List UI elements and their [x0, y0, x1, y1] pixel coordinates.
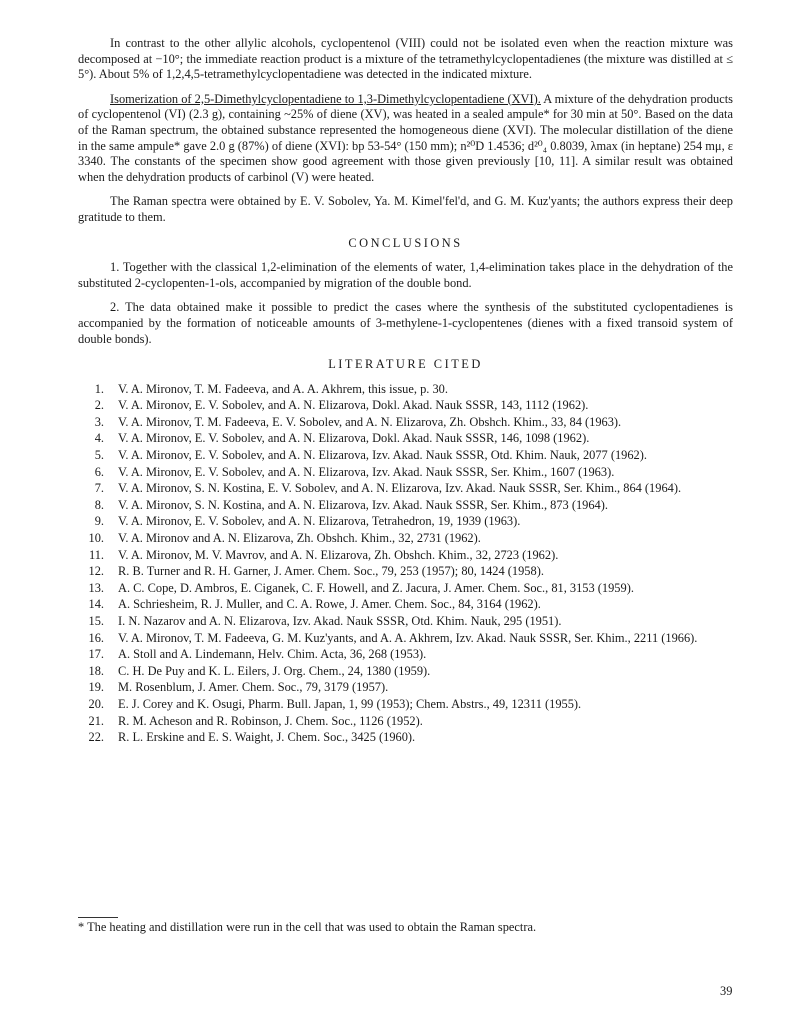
reference-text: A. Schriesheim, R. J. Muller, and C. A. Rowe, J. Amer. Chem. Soc., 84, 3164 (1962). [118, 597, 541, 612]
reference-number: 21. [88, 713, 104, 728]
reference-item [78, 647, 733, 663]
reference-text: R. L. Erskine and E. S. Waight, J. Chem. Soc., 3425 (1960). [118, 730, 416, 745]
reference-text: C. H. De Puy and K. L. Eilers, J. Org. Chem., 24, 1380 (1959). [118, 663, 431, 678]
reference-text: M. Rosenblum, J. Amer. Chem. Soc., 79, 3179 (1957). [118, 680, 389, 695]
reference-text: V. A. Mironov, E. V. Sobolev, and A. N. Elizarova, Dokl. Akad. Nauk SSSR, 146, 1098 (1962). [118, 431, 590, 446]
conclusion-item-1: 1. Together with the classical 1,2-elimination of the elements of water, 1,4-elimination takes place in the dehydration of the substituted 2-cyclopenten-1-ols, accompanied by migration of the double bond. [78, 260, 733, 290]
reference-item [78, 465, 733, 481]
reference-number: 5. [94, 448, 104, 463]
paragraph-isomerization [78, 92, 733, 186]
isomerization-title: Isomerization of 2,5-Dimethylcyclopentadiene to 1,3-Dimethylcyclopentadiene (XVI). [110, 91, 541, 106]
reference-item [78, 448, 733, 464]
conclusion-item-2: 2. The data obtained make it possible to predict the cases where the synthesis of the substituted cyclopentadienes is accompanied by the formation of noticeable amounts of 3-methylene-1-cyclopentenes (dienes with a fixed transoid system of double bonds). [78, 300, 733, 346]
reference-number: 19. [88, 680, 104, 695]
reference-number: 1. [94, 381, 104, 396]
reference-item [78, 531, 733, 547]
paragraph-cyclopentenol: In contrast to the other allylic alcohols, cyclopentenol (VIII) could not be isolated even when the reaction mixture was decomposed at −10°; the immediate reaction product is a mixture of the tetramethylcyclopentadienes (the mixture was distilled at ≤ 5°). About 5% of 1,2,4,5-tetramethylcyclopentadiene was detected in the indicated mixture. [78, 36, 733, 82]
reference-text: V. A. Mironov, E. V. Sobolev, and A. N. Elizarova, Tetrahedron, 19, 1939 (1963). [118, 514, 521, 529]
reference-item [78, 548, 733, 564]
footnote: * The heating and distillation were run in the cell that was used to obtain the Raman spectra. [78, 920, 537, 934]
paragraph-acknowledgment: The Raman spectra were obtained by E. V. Sobolev, Ya. M. Kimel'fel'd, and G. M. Kuz'yants; the authors express their deep gratitude to them. [78, 194, 733, 224]
reference-number: 14. [88, 597, 104, 612]
reference-text: V. A. Mironov, M. V. Mavrov, and A. N. Elizarova, Zh. Obshch. Khim., 32, 2723 (1962). [118, 547, 559, 562]
footnote-divider [78, 917, 118, 918]
reference-number: 18. [88, 663, 104, 678]
reference-number: 22. [88, 730, 104, 745]
reference-number: 9. [94, 514, 104, 529]
reference-item [78, 697, 733, 713]
reference-number: 4. [94, 431, 104, 446]
literature-heading: LITERATURE CITED [328, 357, 483, 372]
reference-text: V. A. Mironov, E. V. Sobolev, and A. N. Elizarova, Dokl. Akad. Nauk SSSR, 143, 1112 (1962). [118, 398, 589, 413]
reference-number: 17. [88, 647, 104, 662]
reference-item [78, 431, 733, 447]
page-body [78, 36, 733, 747]
reference-number: 8. [94, 497, 104, 512]
reference-text: V. A. Mironov, E. V. Sobolev, and A. N. Elizarova, Izv. Akad. Nauk SSSR, Ser. Khim., 1607 (1963). [118, 464, 615, 479]
reference-item [78, 714, 733, 730]
reference-text: V. A. Mironov, E. V. Sobolev, and A. N. Elizarova, Izv. Akad. Nauk SSSR, Otd. Khim. Nauk, 2077 (1962). [118, 448, 647, 463]
reference-item [78, 730, 733, 746]
reference-text: V. A. Mironov, T. M. Fadeeva, E. V. Sobolev, and A. N. Elizarova, Zh. Obshch. Khim., 33, 84 (1963). [118, 414, 622, 429]
reference-number: 11. [88, 547, 104, 562]
reference-item [78, 664, 733, 680]
reference-number: 16. [88, 630, 104, 645]
reference-text: I. N. Nazarov and A. N. Elizarova, Izv. Akad. Nauk SSSR, Otd. Khim. Nauk, 295 (1951). [118, 614, 562, 628]
reference-list [78, 382, 733, 746]
reference-number: 20. [88, 696, 104, 711]
reference-number: 2. [94, 398, 104, 413]
reference-number: 15. [88, 614, 104, 628]
reference-text: E. J. Corey and K. Osugi, Pharm. Bull. Japan, 1, 99 (1953); Chem. Abstrs., 49, 12311 (1955). [118, 696, 582, 711]
reference-text: A. Stoll and A. Lindemann, Helv. Chim. Acta, 36, 268 (1953). [118, 647, 427, 662]
page-number: 39 [720, 984, 733, 998]
reference-text: V. A. Mironov, T. M. Fadeeva, G. M. Kuz'yants, and A. A. Akhrem, Izv. Akad. Nauk SSSR, Ser. Khim., 2211 (1966). [118, 630, 698, 645]
reference-text: R. B. Turner and R. H. Garner, J. Amer. Chem. Soc., 79, 253 (1957); 80, 1424 (1958). [118, 564, 544, 579]
reference-text: R. M. Acheson and R. Robinson, J. Chem. Soc., 1126 (1952). [118, 713, 423, 728]
reference-item [78, 597, 733, 613]
isomerization-body: A mixture of the dehydration products of cyclopentenol (VI) (2.3 g), containing ~25% of diene (XV), was heated in a sealed ampule* for 30 min at 50°. Based on the data of the Raman spectrum, the obtained substance represented the homogeneous diene (XVI). The molecular distillation of the diene in the same ampule* gave 2.0 g (87%) of diene (XVI): bp 53-54° (150 mm); n²⁰D 1.4536; d²⁰₄ 0.8039, λmax (in heptane) 254 mμ, ε 3340. The constants of the specimen show good agreement with those given previously [10, 11]. A similar result was obtained when the dehydration products of carbinol (V) were heated. [78, 91, 733, 184]
reference-item [78, 564, 733, 580]
reference-item [78, 498, 733, 514]
reference-item [78, 614, 733, 630]
reference-item [78, 481, 733, 497]
reference-text: A. C. Cope, D. Ambros, E. Ciganek, C. F. Howell, and Z. Jacura, J. Amer. Chem. Soc., 81, 3153 (1959). [118, 580, 634, 595]
reference-item [78, 398, 733, 414]
conclusions-heading: CONCLUSIONS [348, 235, 463, 250]
reference-item [78, 382, 733, 398]
reference-number: 3. [94, 414, 104, 429]
reference-number: 6. [94, 464, 104, 479]
reference-text: V. A. Mironov, S. N. Kostina, E. V. Sobolev, and A. N. Elizarova, Izv. Akad. Nauk SSSR, Ser. Khim., 864 (1964). [118, 481, 682, 496]
reference-number: 12. [88, 564, 104, 579]
reference-text: V. A. Mironov, S. N. Kostina, and A. N. Elizarova, Izv. Akad. Nauk SSSR, Ser. Khim., 873 (1964). [118, 497, 608, 512]
reference-text: V. A. Mironov and A. N. Elizarova, Zh. Obshch. Khim., 32, 2731 (1962). [118, 531, 481, 546]
reference-number: 10. [88, 531, 104, 546]
reference-item [78, 680, 733, 696]
reference-number: 13. [88, 580, 104, 595]
reference-item [78, 514, 733, 530]
reference-text: V. A. Mironov, T. M. Fadeeva, and A. A. Akhrem, this issue, p. 30. [118, 381, 448, 396]
reference-item [78, 581, 733, 597]
reference-item [78, 631, 733, 647]
reference-item [78, 415, 733, 431]
reference-number: 7. [94, 481, 104, 496]
